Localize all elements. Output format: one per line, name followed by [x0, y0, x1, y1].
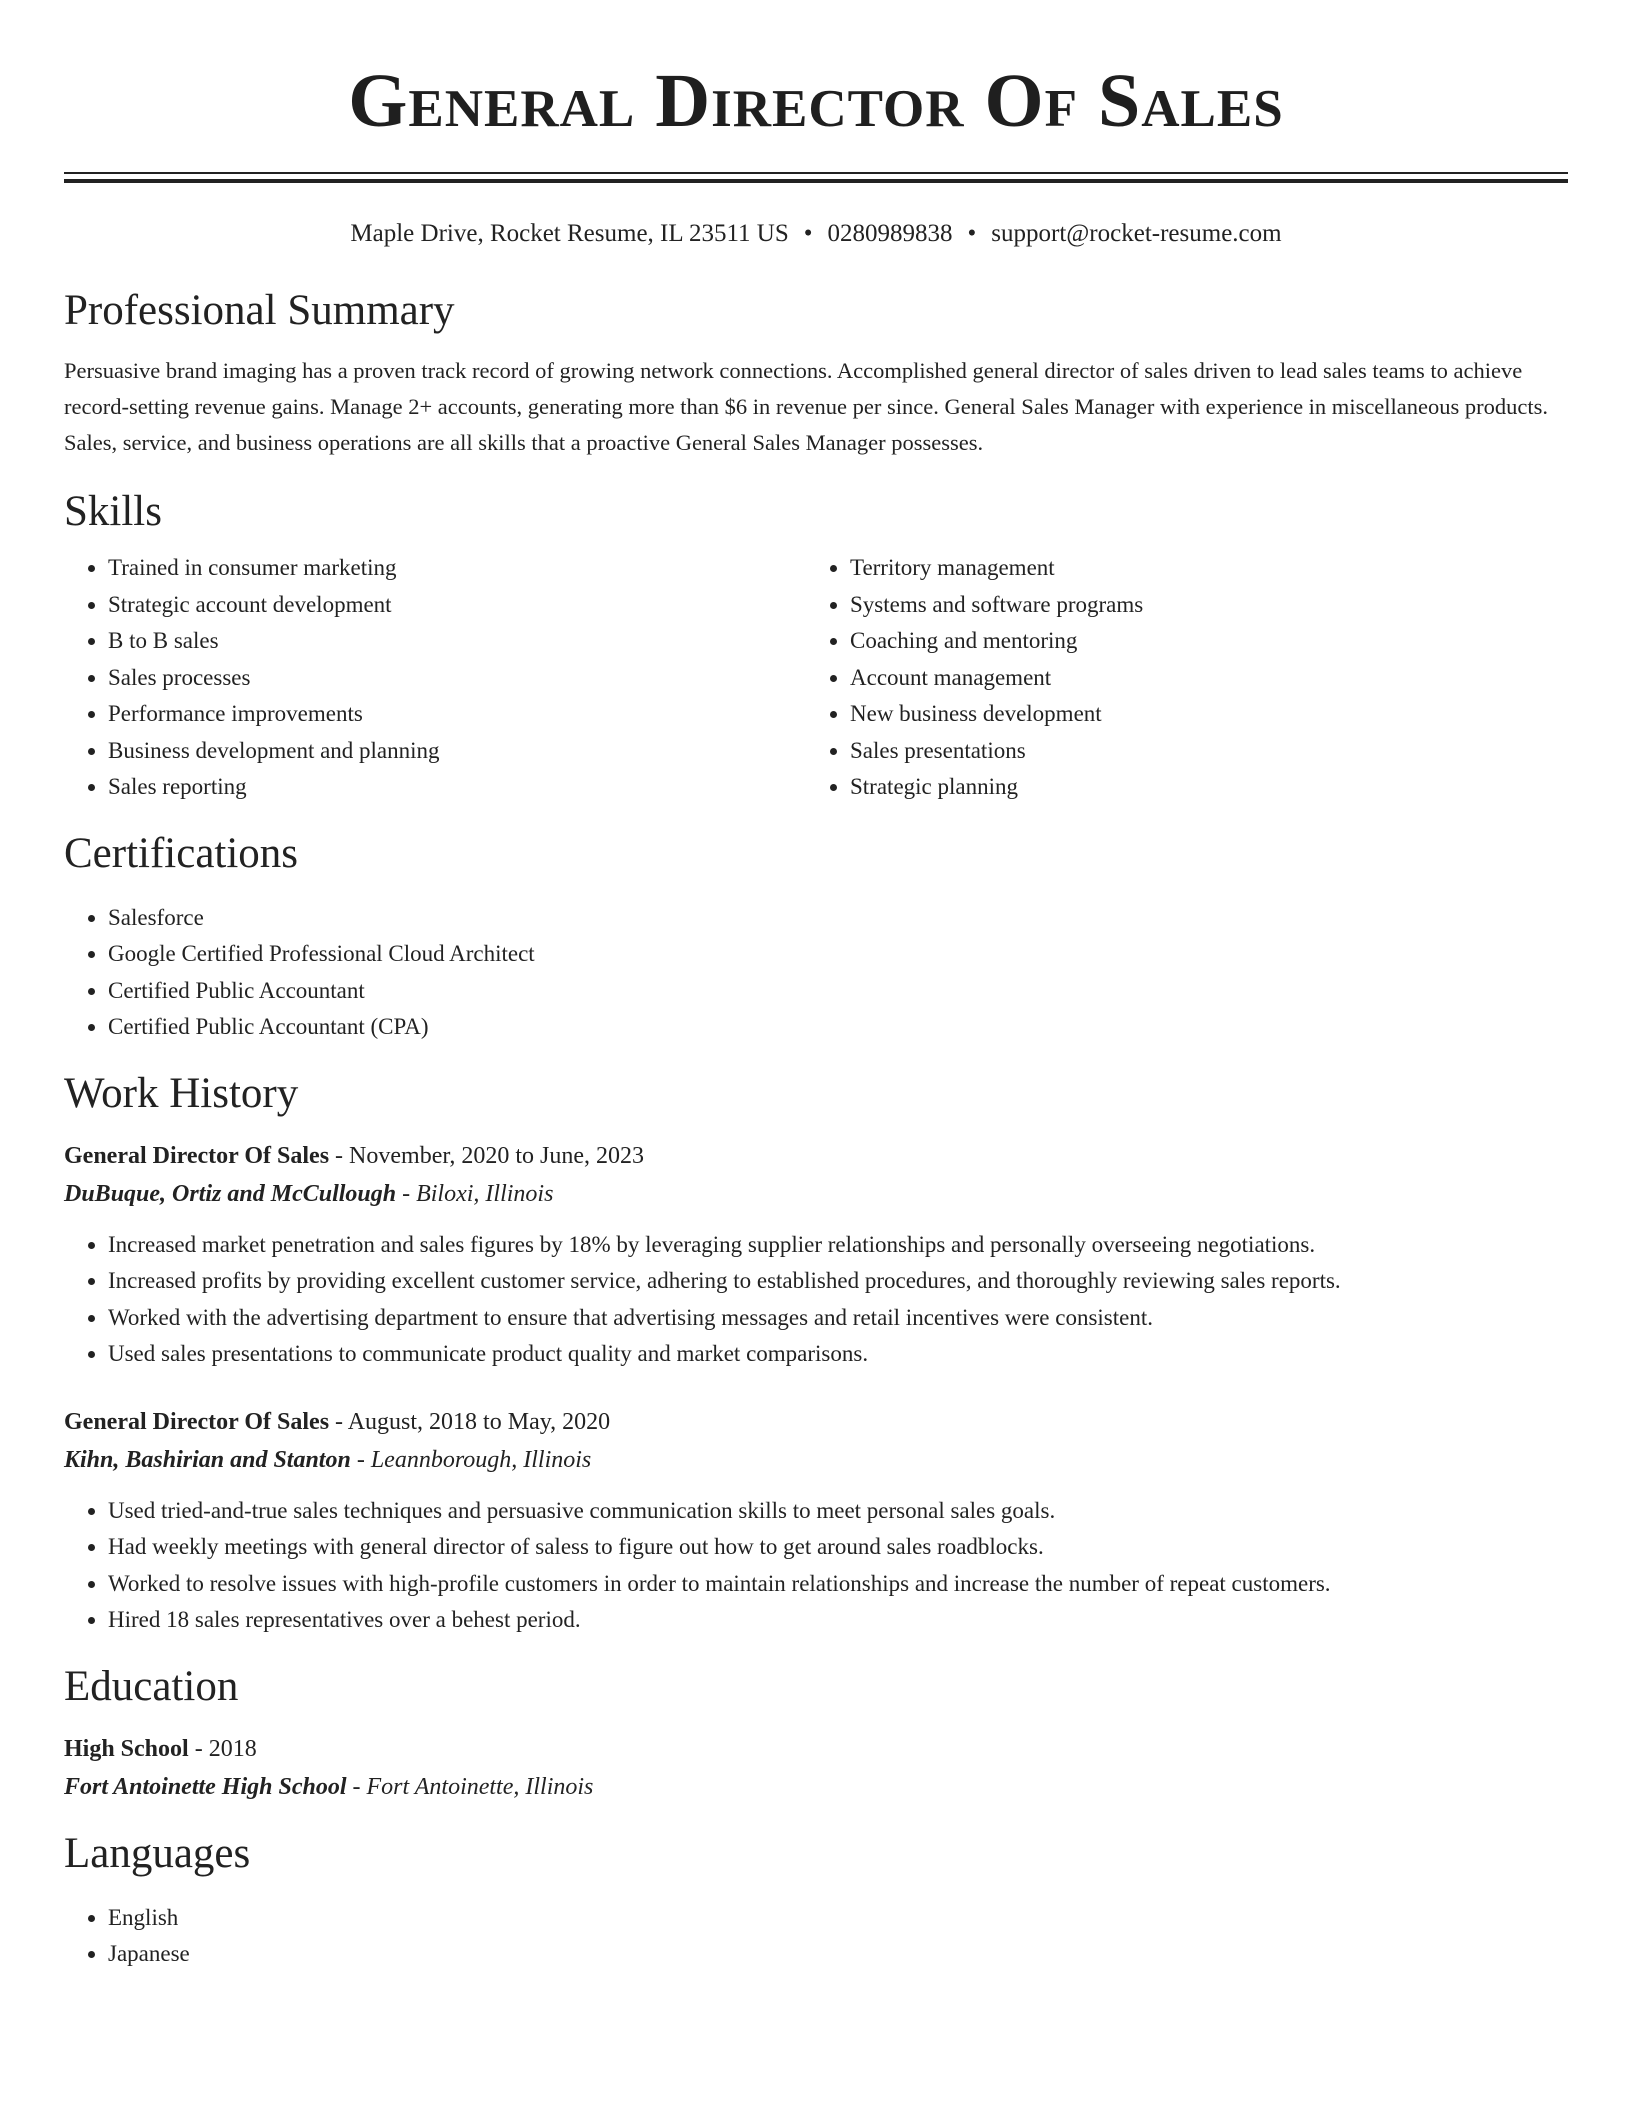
skill-item: • Performance improvements [108, 696, 806, 733]
skill-item: • Account management [850, 660, 1548, 697]
work-history-section [64, 1068, 1568, 1639]
job-bullet: • Had weekly meetings with general director of saless to figure out how to get around sales roadblocks. [108, 1529, 1568, 1566]
work-history-title: Work History [64, 1069, 299, 1117]
job-company-line [64, 1441, 1568, 1479]
contact-phone: 0280989838 [827, 220, 953, 247]
skill-item: • Trained in consumer marketing [108, 550, 806, 587]
education-school-line [64, 1768, 1568, 1806]
contact-separator: • [803, 220, 813, 247]
education-school: Fort Antoinette High School [64, 1773, 347, 1800]
language-item: • English [108, 1900, 1568, 1937]
certification-item: • Salesforce [108, 900, 1568, 937]
job-location: - Leannborough, Illinois [350, 1446, 592, 1473]
education-location: - Fort Antoinette, Illinois [346, 1773, 594, 1800]
skills-section [64, 486, 1568, 806]
skill-item: • Sales presentations [850, 733, 1548, 770]
job-bullet: • Used tried-and-true sales techniques and persuasive communication skills to meet personal sales goals. [108, 1493, 1568, 1530]
job-company-line [64, 1175, 1568, 1213]
certifications-section [64, 828, 1568, 1046]
certifications-list [64, 900, 1568, 1046]
skill-item: • New business development [850, 696, 1548, 733]
skills-grid [64, 550, 1568, 806]
skill-item: • Sales reporting [108, 769, 806, 806]
summary-text: Persuasive brand imaging has a proven track record of growing network connections. Accomplished general director of sales driven to lead sales teams to achieve record-setting revenue gains. Manage 2+ accounts, generating more than $6 in revenue per since. General Sales Manager with experience in miscellaneous products. Sales, service, and business operations are all skills that a proactive General Sales Manager possesses. [64, 358, 1549, 455]
job-dates: - November, 2020 to June, 2023 [329, 1142, 645, 1169]
skills-column-left [64, 550, 806, 806]
education-degree: High School [64, 1735, 189, 1762]
education-degree-line [64, 1730, 1568, 1768]
job-bullet: • Worked to resolve issues with high-profile customers in order to maintain relationships and increase the number of repeat customers. [108, 1566, 1568, 1603]
job-title: General Director Of Sales [64, 1408, 330, 1435]
job-title-line [64, 1403, 1568, 1441]
skills-title: Skills [64, 488, 162, 535]
job-company: Kihn, Bashirian and Stanton [64, 1446, 351, 1473]
job-dates: - August, 2018 to May, 2020 [329, 1408, 611, 1435]
job-bullet: • Hired 18 sales representatives over a behest period. [108, 1602, 1568, 1639]
contact-email: support@rocket-resume.com [991, 220, 1282, 247]
languages-title: Languages [64, 1829, 251, 1877]
certifications-title: Certifications [64, 829, 299, 877]
job-bullet: • Worked with the advertising department to ensure that advertising messages and retail incentives were consistent. [108, 1300, 1568, 1337]
job-bullet: • Used sales presentations to communicate product quality and market comparisons. [108, 1336, 1568, 1373]
skill-item: • B to B sales [108, 623, 806, 660]
job-location: - Biloxi, Illinois [396, 1180, 554, 1207]
languages-list [64, 1900, 1568, 1973]
language-item: • Japanese [108, 1936, 1568, 1973]
skill-item: • Sales processes [108, 660, 806, 697]
skill-item: • Territory management [850, 550, 1548, 587]
job-entry [64, 1403, 1568, 1639]
job-title: General Director Of Sales [64, 1142, 330, 1169]
job-company: DuBuque, Ortiz and McCullough [64, 1180, 397, 1207]
summary-section [64, 285, 1568, 461]
languages-section [64, 1828, 1568, 1973]
certification-item: • Google Certified Professional Cloud Architect [108, 936, 1568, 973]
education-year: - 2018 [188, 1735, 257, 1762]
job-entry [64, 1137, 1568, 1373]
job-bullet: • Increased profits by providing excellent customer service, adhering to established procedures, and thoroughly reviewing sales reports. [108, 1263, 1568, 1300]
contact-address: Maple Drive, Rocket Resume, IL 23511 US [350, 220, 789, 247]
skill-item: • Systems and software programs [850, 587, 1548, 624]
education-section [64, 1661, 1568, 1806]
skill-item: • Strategic account development [108, 587, 806, 624]
skill-item: • Strategic planning [850, 769, 1548, 806]
education-title: Education [64, 1662, 239, 1710]
certification-item: • Certified Public Accountant (CPA) [108, 1009, 1568, 1046]
job-bullets [64, 1493, 1568, 1639]
skills-column-right [806, 550, 1548, 806]
contact-separator: • [967, 220, 977, 247]
skill-item: • Coaching and mentoring [850, 623, 1548, 660]
resume-name: General Director Of Sales [348, 59, 1284, 143]
job-bullet: • Increased market penetration and sales figures by 18% by leveraging supplier relationships and personally overseeing negotiations. [108, 1227, 1568, 1264]
skill-item: • Business development and planning [108, 733, 806, 770]
contact-line [64, 217, 1568, 251]
summary-title: Professional Summary [64, 287, 455, 334]
job-title-line [64, 1137, 1568, 1175]
certification-item: • Certified Public Accountant [108, 973, 1568, 1010]
job-bullets [64, 1227, 1568, 1373]
header-divider [64, 172, 1568, 183]
